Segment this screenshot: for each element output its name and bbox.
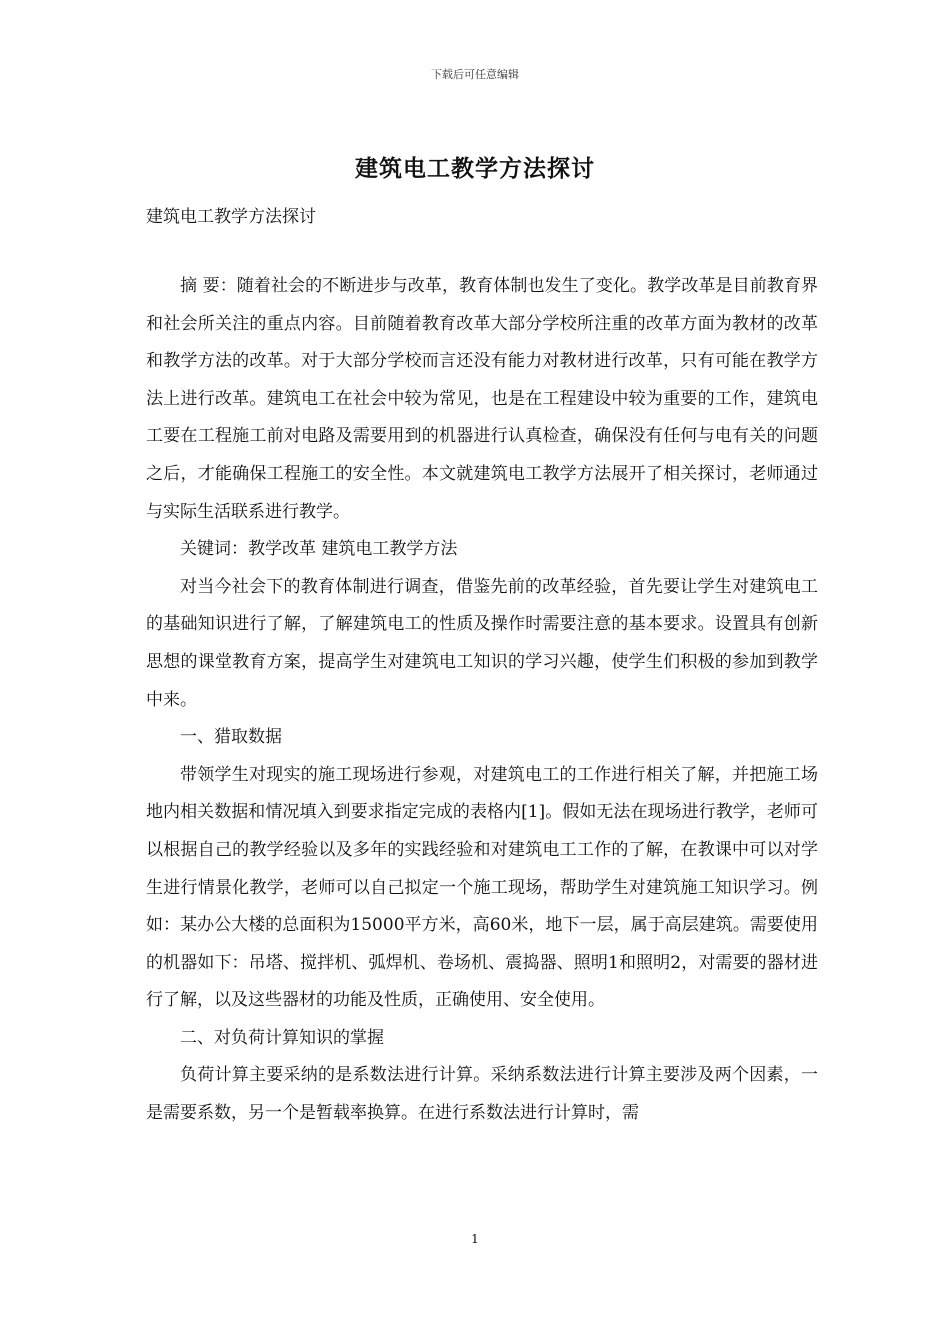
section-paragraph: 带领学生对现实的施工现场进行参观，对建筑电工的工作进行相关了解，并把施工场地内相关数据和情况填入到要求指定完成的表格内[1]。假如无法在现场进行教学，老师可以根据自己的教学经验以及多年的实践经验和对建筑电工工作的了解，在教课中可以对学生进行情景化教学，老师可以自己拟定一个施工现场，帮助学生对建筑施工知识学习。例如：某办公大楼的总面积为15000平方米，高60米，地下一层，属于高层建筑。需要使用的机器如下：吊塔、搅拌机、弧焊机、卷场机、震捣器、照明1和照明2，对需要的器材进行了解，以及这些器材的功能及性质，正确使用、安全使用。 bbox=[146, 764, 818, 1011]
document-title: 建筑电工教学方法探讨 bbox=[355, 155, 595, 182]
document-subtitle: 建筑电工教学方法探讨 bbox=[146, 207, 316, 227]
keywords-paragraph: 关键词：教学改革 建筑电工教学方法 bbox=[180, 539, 458, 560]
page-header-note: 下载后可任意编辑 bbox=[431, 68, 519, 81]
document-body bbox=[146, 268, 818, 1133]
section-heading: 二、对负荷计算知识的掌握 bbox=[180, 1027, 384, 1048]
page-number: 1 bbox=[471, 1232, 479, 1246]
section-heading: 一、猎取数据 bbox=[180, 727, 282, 748]
intro-paragraph: 对当今社会下的教育体制进行调查，借鉴先前的改革经验，首先要让学生对建筑电工的基础知识进行了解，了解建筑电工的性质及操作时需要注意的基本要求。设置具有创新思想的课堂教育方案，提高学生对建筑电工知识的学习兴趣，使学生们积极的参加到教学中来。 bbox=[146, 576, 818, 710]
section-paragraph: 负荷计算主要采纳的是系数法进行计算。采纳系数法进行计算主要涉及两个因素，一是需要系数，另一个是暂载率换算。在进行系数法进行计算时，需 bbox=[146, 1065, 818, 1124]
abstract-paragraph: 摘 要：随着社会的不断进步与改革，教育体制也发生了变化。教学改革是目前教育界和社会所关注的重点内容。目前随着教育改革大部分学校所注重的改革方面为教材的改革和教学方法的改革。对于大部分学校而言还没有能力对教材进行改革，只有可能在教学方法上进行改革。建筑电工在社会中较为常见，也是在工程建设中较为重要的工作，建筑电工要在工程施工前对电路及需要用到的机器进行认真检查，确保没有任何与电有关的问题之后，才能确保工程施工的安全性。本文就建筑电工教学方法展开了相关探讨，老师通过与实际生活联系进行教学。 bbox=[146, 276, 818, 522]
